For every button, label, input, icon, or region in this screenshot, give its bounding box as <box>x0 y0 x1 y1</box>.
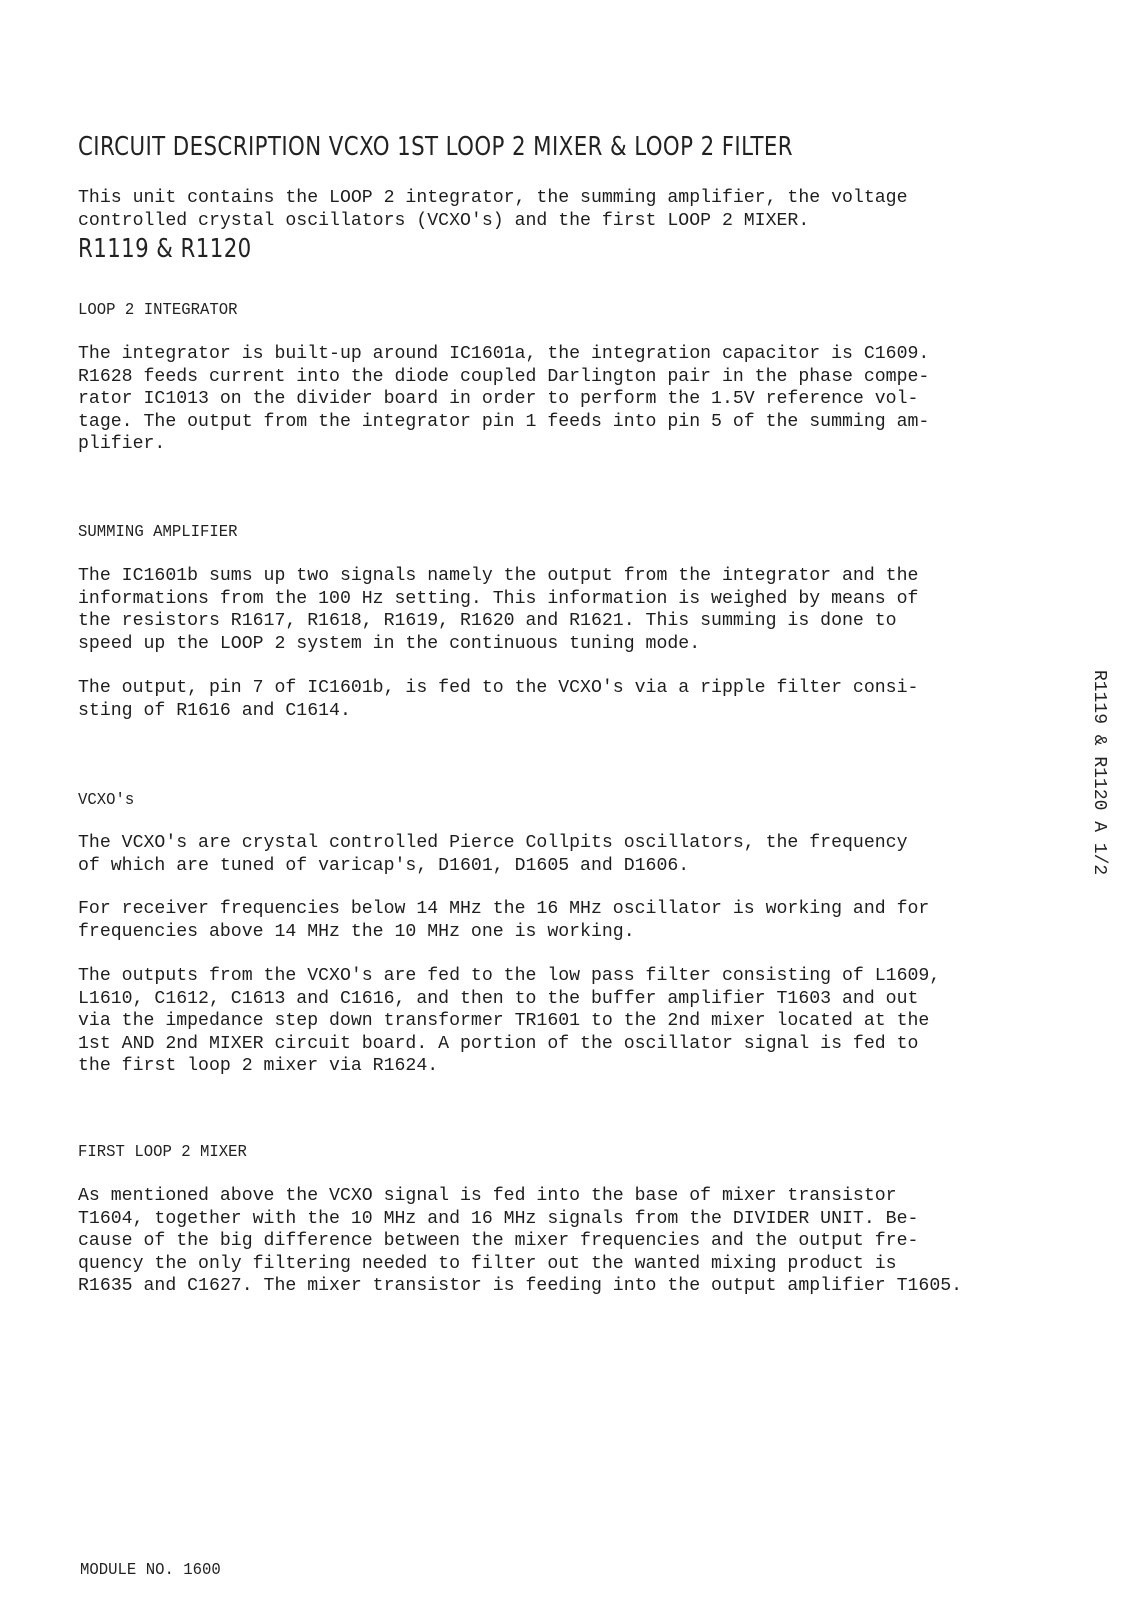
module-number-footer: MODULE NO. 1600 <box>80 1561 221 1580</box>
integrator-paragraph: The integrator is built-up around IC1601a, the integration capacitor is C1609. R1628 feeds current into the diode coupled Darlington pair in the phase compe- rator IC1013 on the divider board in order to perform the 1.5V reference vol- tage. The output from the integrator pin 1 feeds into pin 5 of the summing am- plifier. <box>78 344 930 455</box>
section-heading-first-loop2-mixer: FIRST LOOP 2 MIXER <box>78 1143 247 1162</box>
document-title <box>78 62 816 300</box>
vcxo-paragraph-1: The VCXO's are crystal controlled Pierce Collpits oscillators, the frequency of which are tuned of varicap's, D1601, D1605 and D1606. <box>78 833 908 876</box>
title-line-1: CIRCUIT DESCRIPTION VCXO 1ST LOOP 2 MIXER & LOOP 2 FILTER <box>78 132 794 162</box>
summing-paragraph-1: The IC1601b sums up two signals namely the output from the integrator and the informations from the 100 Hz setting. This information is weighed by means of the resistors R1617, R1618, R1619, R1620 and R1621. This summing is done to speed up the LOOP 2 system in the continuous tuning mode. <box>78 566 919 654</box>
summing-paragraph-2: The output, pin 7 of IC1601b, is fed to the VCXO's via a ripple filter consi- sting of R1616 and C1614. <box>78 678 919 721</box>
mixer-paragraph: As mentioned above the VCXO signal is fed into the base of mixer transistor T1604, together with the 10 MHz and 16 MHz signals from the DIVIDER UNIT. Be- cause of the big difference between the mixer frequencies and the output fre- quency the only filtering needed to filter out the wanted mixing product is R1635 and C1627. The mixer transistor is feeding into the output amplifier T1605. <box>78 1186 963 1297</box>
vcxo-paragraph-3: The outputs from the VCXO's are fed to the low pass filter consisting of L1609, L1610, C1612, C1613 and C1616, and then to the buffer amplifier T1603 and out via the impedance step down transformer TR1601 to the 2nd mixer located at the 1st AND 2nd MIXER circuit board. A portion of the oscillator signal is fed to the first loop 2 mixer via R1624. <box>78 966 941 1077</box>
vcxo-paragraph-2: For receiver frequencies below 14 MHz the 16 MHz oscillator is working and for frequencies above 14 MHz the 10 MHz one is working. <box>78 899 930 942</box>
section-heading-vcxos: VCXO's <box>78 791 135 810</box>
side-reference-label: R1119 & R1120 A 1/2 <box>1089 670 1109 876</box>
section-heading-loop2-integrator: LOOP 2 INTEGRATOR <box>78 301 238 320</box>
title-line-2: R1119 & R1120 <box>78 234 252 264</box>
section-heading-summing-amplifier: SUMMING AMPLIFIER <box>78 523 238 542</box>
intro-paragraph: This unit contains the LOOP 2 integrator, the summing amplifier, the voltage controlled crystal oscillators (VCXO's) and the first LOOP 2 MIXER. <box>78 188 908 231</box>
